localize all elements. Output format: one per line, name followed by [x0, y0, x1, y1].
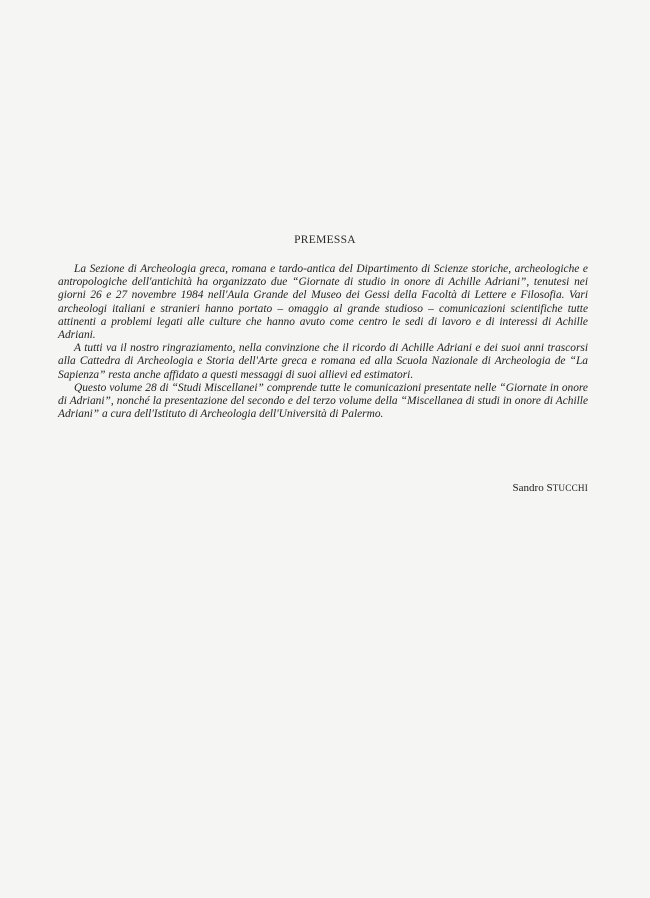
paragraph-3: Questo volume 28 di “Studi Miscellanei” comprende tutte le comunicazioni presentate nelle “Giornate in onore di Adriani”, nonché la presentazione del secondo e del terzo volume della “Miscellanea di studi in onore di Achille Adriani” a cura dell'Istituto di Archeologia dell'Università di Palermo. [58, 381, 588, 421]
author-first-name: Sandro [512, 482, 544, 494]
author-last-name-rest: TUCCHI [552, 483, 588, 493]
preface-body [58, 263, 588, 421]
author-signature [513, 482, 588, 494]
page-title: PREMESSA [294, 234, 356, 246]
paragraph-1: La Sezione di Archeologia greca, romana e tardo-antica del Dipartimento di Scienze storiche, archeologiche e antropologiche dell'antichità ha organizzato due “Giornate di studio in onore di Achille Adriani”, tenutesi nei giorni 26 e 27 novembre 1984 nell'Aula Grande del Museo dei Gessi della Facoltà di Lettere e Filosofia. Vari archeologi italiani e stranieri hanno portato – omaggio al grande studioso – comunicazioni scientifiche tutte attinenti a problemi legati alle culture che hanno avuto come centro le sedi di lavoro e di interessi di Achille Adriani. [58, 263, 588, 342]
author-last-name-initial: S [546, 482, 553, 494]
paragraph-2: A tutti va il nostro ringraziamento, nella convinzione che il ricordo di Achille Adriani e dei suoi anni trascorsi alla Cattedra di Archeologia e Storia dell'Arte greca e romana ed alla Scuola Nazionale di Archeologia de “La Sapienza” resta anche affidato a questi messaggi di suoi allievi ed estimatori. [58, 342, 588, 381]
